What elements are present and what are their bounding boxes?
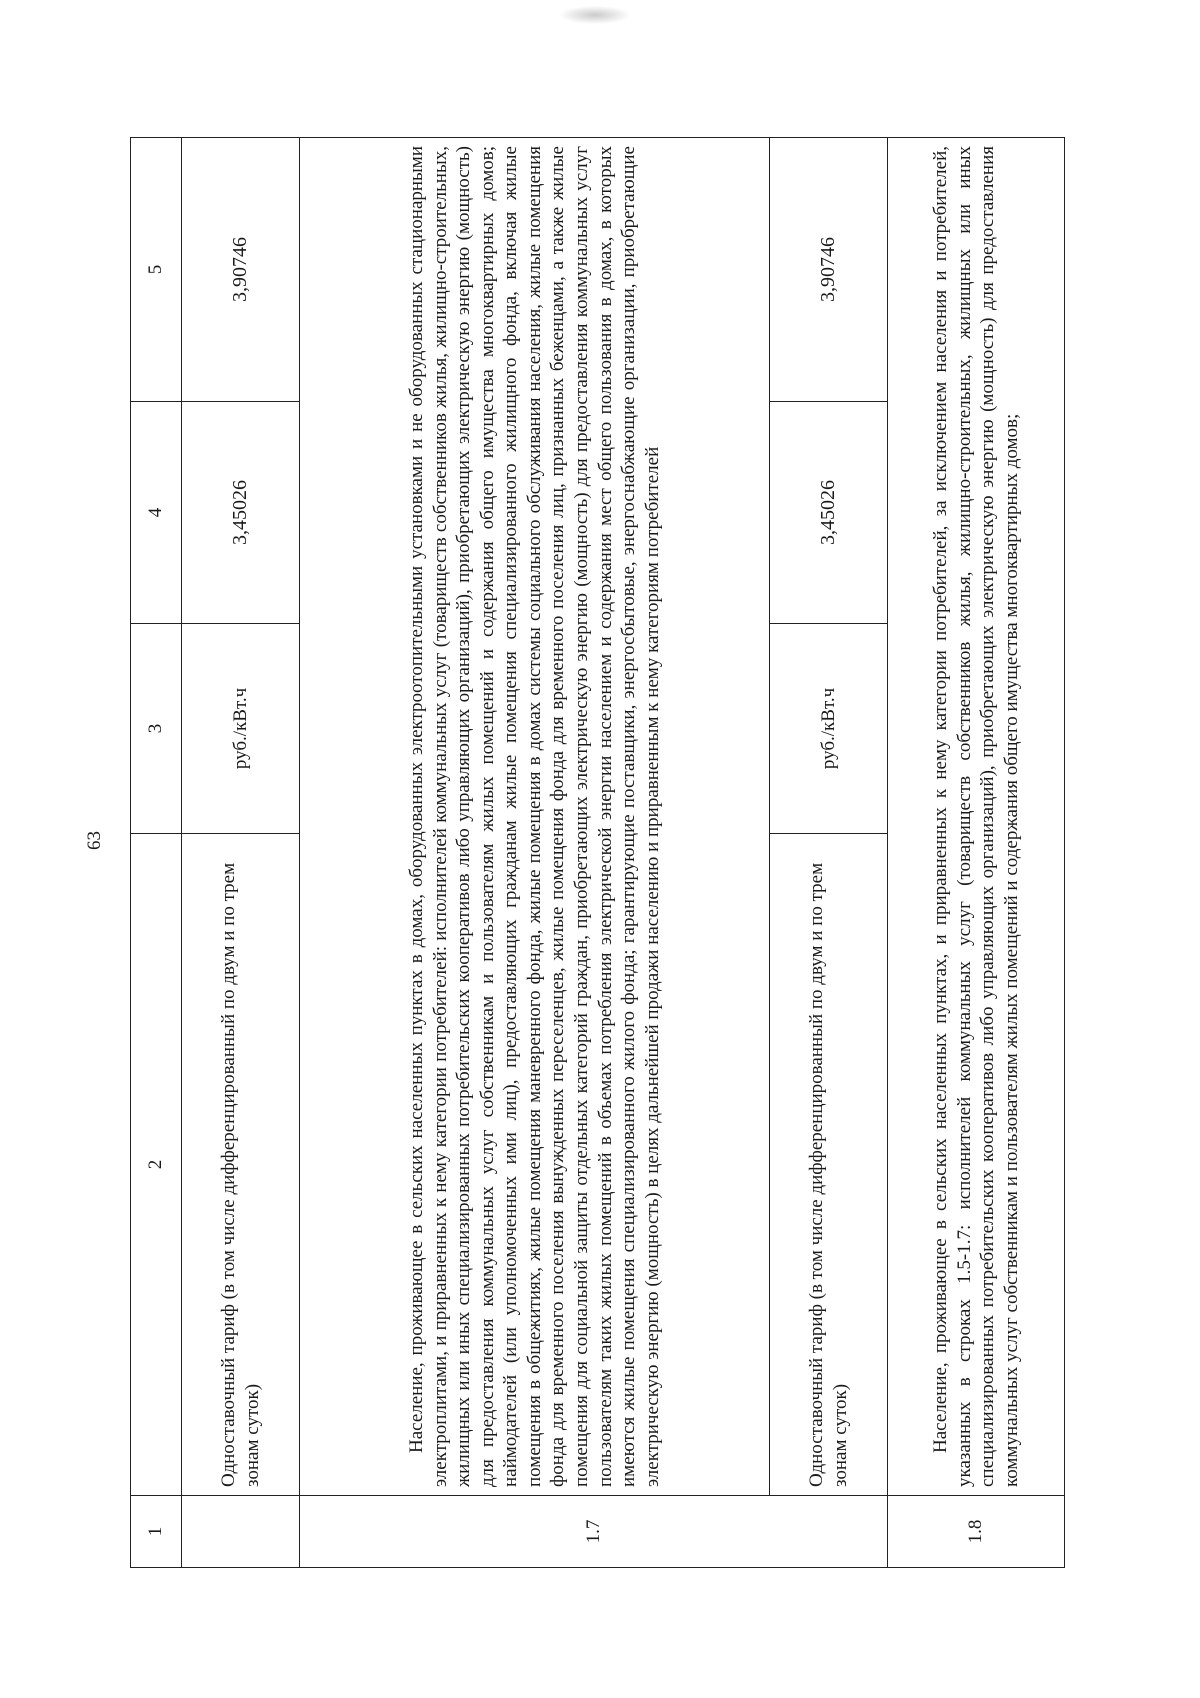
price-without-vat: 3,45026 — [770, 402, 888, 624]
header-col-3: 3 — [131, 624, 182, 834]
page-number: 63 — [84, 831, 105, 850]
header-col-2: 2 — [131, 834, 182, 1496]
rotated-table-container — [130, 138, 1065, 1568]
header-col-1: 1 — [131, 1496, 182, 1568]
category-description: Население, проживающее в сельских населенных пунктах в домах, оборудованных электроотопительными установками и не оборудованных стационарными электроплитами, и приравненных к нему категории потребителей: исполнителей коммунальных услуг (товариществ собственников жилья, жилищно-строительных, жилищных или иных специализированных потребительских кооперативов либо управляющих организаций), приобретающих электрическую энергию (мощность) для предоставления коммунальных услуг собственникам и пользователям жилых помещений и содержания общего имущества многоквартирных домов; наймодателей (или уполномоченных ими лиц), предоставляющих гражданам жилые помещения специализированного жилищного фонда, включая жилые помещения в общежитиях, жилые помещения маневренного фонда, жилые помещения в домах системы социального обслуживания населения, жилые помещения фонда для временного поселения вынужденных переселенцев, жилые помещения фонда для временного поселения лиц, признанных беженцами, а также жилые помещения для социальной защиты отдельных категорий граждан, приобретающих электрическую энергию (мощность) для предоставления коммунальных услуг пользователям таких жилых помещений в объемах потребления электрической энергии населением и содержания мест общего пользования в домах, в которых имеются жилые помещения специализированного жилого фонда; гарантирующие поставщики, энергосбытовые, энергоснабжающие организации, приобретающие электрическую энергию (мощность) в целях дальнейшей продажи населению и приравненным к нему категориям потребителей — [300, 138, 770, 1496]
price-with-vat: 3,90746 — [770, 138, 888, 402]
header-col-5: 5 — [131, 138, 182, 402]
price-without-vat: 3,45026 — [182, 402, 300, 624]
table-header-row — [131, 138, 182, 1568]
row-number: 1.8 — [888, 1496, 1065, 1568]
tariff-description: Одноставочный тариф (в том числе дифференцированный по двум и по трем зонам суток) — [182, 834, 300, 1496]
unit-cell: руб./кВт.ч — [182, 624, 300, 834]
table-row — [182, 138, 300, 1568]
row-number — [182, 1496, 300, 1568]
category-description: Население, проживающее в сельских населенных пунктах, и приравненных к нему категории потребителей, за исключением населения и потребителей, указанных в строках 1.5-1.7: исполнителей коммунальных услуг (товариществ собственников жилья, жилищно-строительных, жилищных или иных специализированных потребительских кооперативов либо управляющих организаций), приобретающих электрическую энергию (мощность) для предоставления коммунальных услуг собственникам и пользователям жилых помещений и содержания общего имущества многоквартирных домов; — [888, 138, 1065, 1496]
scan-artifact — [560, 6, 630, 24]
unit-cell: руб./кВт.ч — [770, 624, 888, 834]
tariff-table — [130, 137, 1065, 1568]
table-row — [770, 138, 888, 1568]
tariff-description: Одноставочный тариф (в том числе дифференцированный по двум и по трем зонам суток) — [770, 834, 888, 1496]
header-col-4: 4 — [131, 402, 182, 624]
row-number: 1.7 — [300, 1496, 888, 1568]
price-with-vat: 3,90746 — [182, 138, 300, 402]
table-row — [888, 138, 1065, 1568]
table-row — [300, 138, 770, 1568]
